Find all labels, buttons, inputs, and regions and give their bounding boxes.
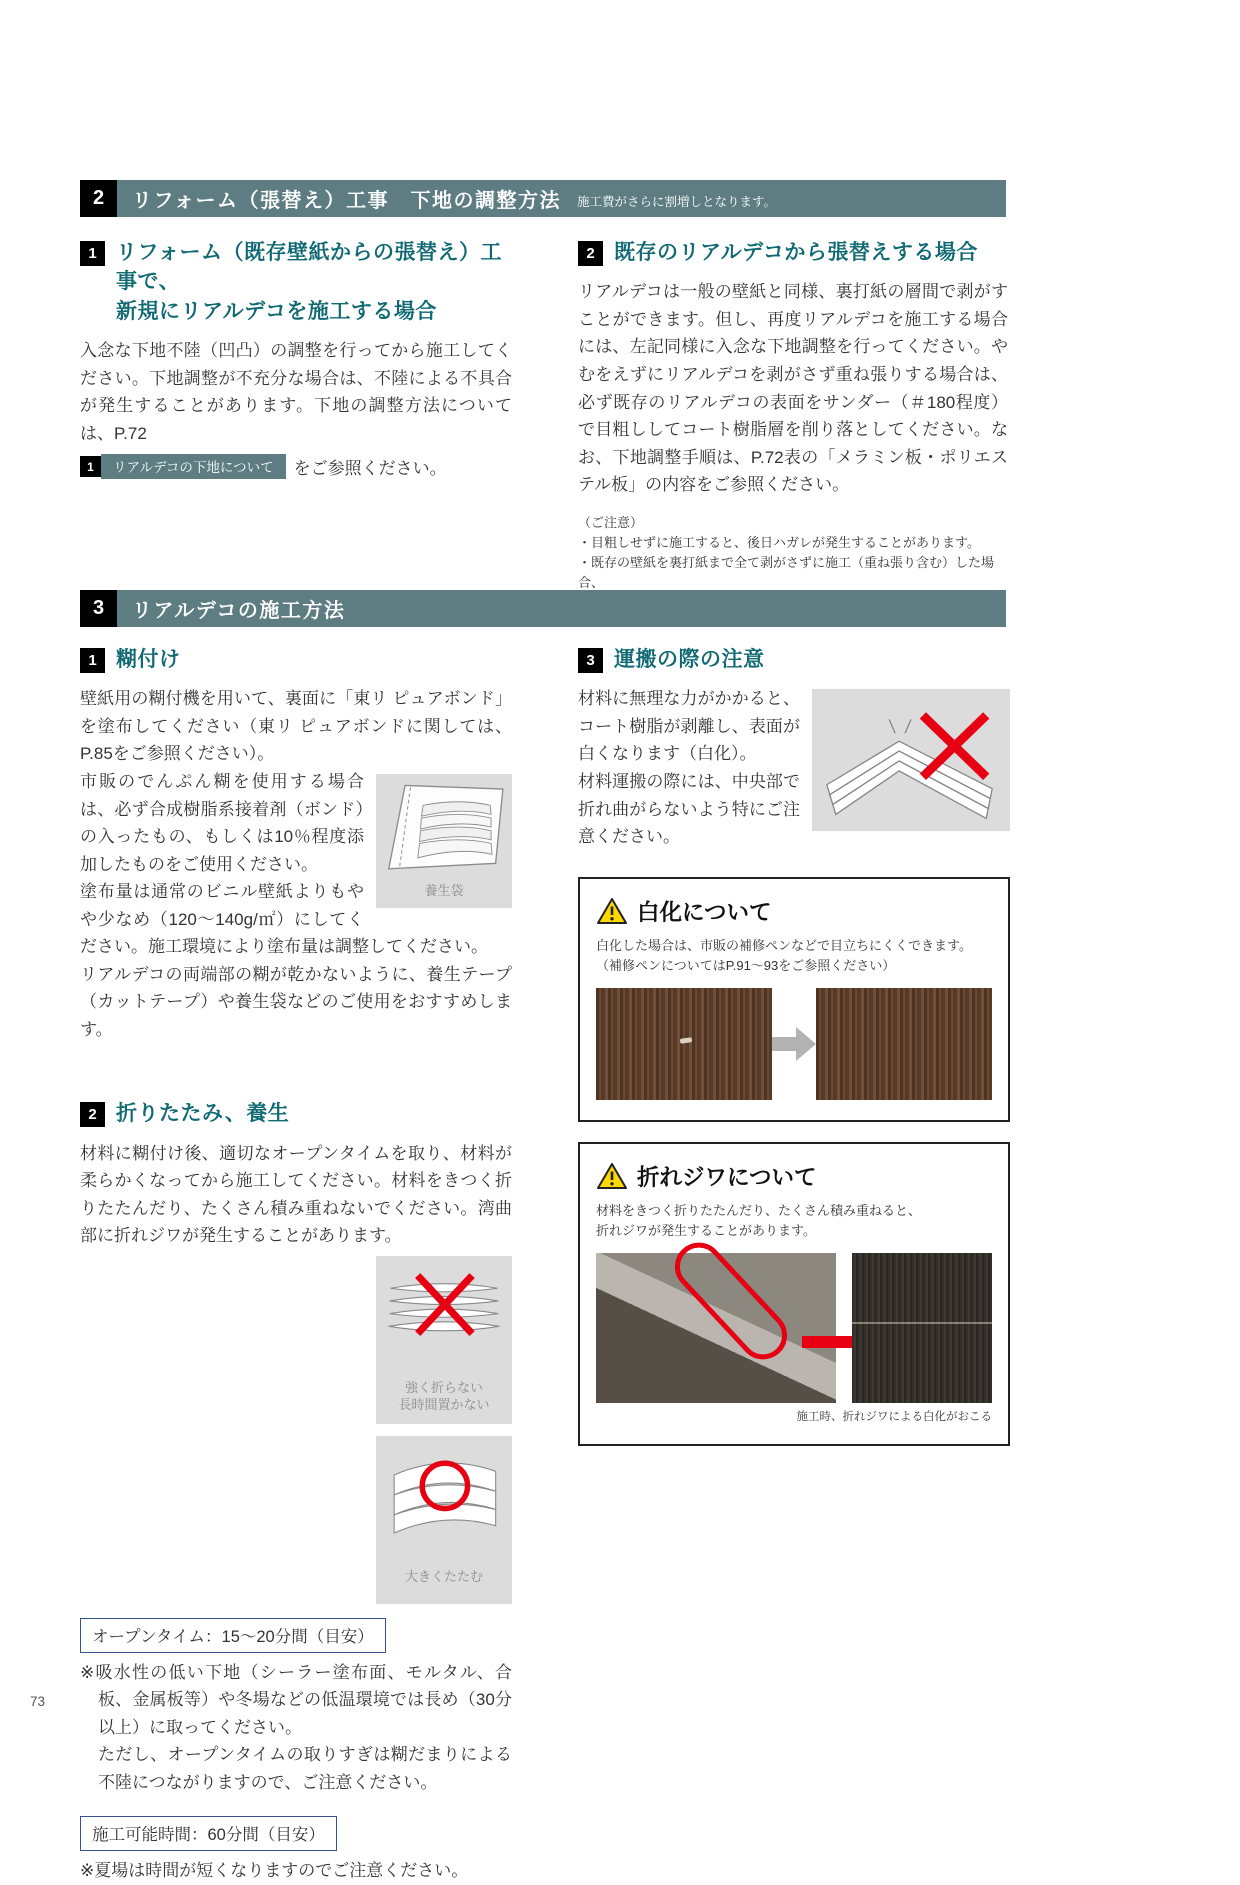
right-arrow-icon [772,1027,816,1061]
folded-material-photo [596,1253,836,1403]
paste-paragraph1: 壁紙用の糊付機を用いて、裏面に「東リ ピュアボンド」を塗布してください（東リ ピュアボンドに関しては、P.85をご参照ください）。 [80,689,512,764]
fold-heading [80,1099,512,1128]
caption-line2: 長時間置かない [398,1397,490,1413]
fold-detail-block [80,1250,512,1885]
reform-title-line2: 新規にリアルデコを施工する場合 [116,299,437,323]
fold-loosely-caption: 大きくたたむ [404,1569,483,1585]
crease-title-row [596,1160,992,1192]
section2-number: 2 [80,180,117,217]
section2-note: 施工費がさらに割増しとなります。 [577,194,777,209]
creased-wood-photo [852,1253,992,1403]
whitening-line1: 白化した場合は、市販の補修ペンなどで目立ちにくくできます。 [596,937,972,953]
crease-text [596,1201,992,1241]
replace-section [578,238,1008,613]
warning-icon [596,1162,628,1190]
whitening-text [596,936,992,976]
tight-folded-stack-crossed-icon [376,1264,512,1356]
do-not-fold-hard-illustration [376,1256,512,1424]
right-column-section3 [578,645,1010,1446]
reform-heading-number: 1 [80,241,105,266]
bent-stack-crossed-icon [812,689,1010,831]
reform-heading [80,238,512,326]
loose-folded-stack-circled-icon [376,1444,512,1544]
transport-body [578,685,1010,850]
replace-heading-number: 2 [578,241,603,266]
paste-paragraph4: リアルデコの両端部の糊が乾かないように、養生テープ（カットテープ）や養生袋などのご使用をおすすめします。 [80,964,512,1039]
transport-paragraph1: 材料に無理な力がかかると、コート樹脂が剥離し、表面が白くなります（白化）。 [578,689,800,764]
fold-note1a: ※吸水性の低い下地（シーラー塗布面、モルタル、合板、金属板等）や冬場などの低温環境では長め（30分以上）に取ってください。 [80,1662,512,1737]
section3-bar [80,590,1006,627]
do-not-bend-illustration [812,689,1010,831]
reference-tail-text: をご参照ください。 [293,459,447,479]
fold-note1b: ただし、オープンタイムの取りすぎは糊だまりによる不陸につながりますので、ご注意ください。 [98,1745,512,1792]
crease-photo-caption: 施工時、折れジワによる白化がおこる [796,1411,992,1424]
crease-title: 折れジワについて [637,1164,817,1190]
fold-warning-illustrations [376,1256,512,1604]
transport-paragraph2: 材料運搬の際には、中央部で折れ曲がらないよう特にご注意ください。 [578,771,800,847]
replace-note1: ・目粗しせずに施工すると、後日ハガレが発生することがあります。 [578,534,980,550]
paste-body [80,685,512,1043]
reference-badge: リアルデコの下地について [101,454,286,479]
paste-paragraph3: 塗布量は通常のビニル壁紙よりもやや少なめ（120～140g/㎡）にしてください。施工環境により塗布量は調整してください。 [80,882,488,957]
paste-heading-text: 糊付け [116,648,181,671]
replace-note2: ・既存の壁紙を裏打紙まで全て剥がさずに施工（重ね張り含む）した場合、 [578,554,995,591]
reform-body: 入念な下地不陸（凹凸）の調整を行ってから施工してください。下地調整が不充分な場合は、不陸による不具合が発生することがあります。下地の調整方法については、P.72 [80,341,512,443]
reform-title-line1: リフォーム（既存壁紙からの張替え）工事で、 [116,241,502,294]
wood-photo-after [816,988,992,1100]
section2-bar [80,180,1006,217]
warning-icon [596,897,628,925]
work-time-notebox: 施工可能時間：60分間（目安） [80,1816,337,1851]
section3-title: リアルデコの施工方法 [132,600,346,622]
crease-photo-row [596,1253,992,1403]
paste-paragraph2: 市販のでんぷん糊を使用する場合は、必ず合成樹脂系接着剤（ボンド）の入ったもの、もしくは10％程度添加したものをご使用ください。 [80,771,364,874]
whitening-photo-row [596,988,992,1100]
section2-title: リフォーム（張替え）工事 下地の調整方法 [132,190,561,212]
crease-line1: 材料をきつく折りたたんだり、たくさん積み重ねると、 [596,1202,922,1218]
left-column-section3 [80,645,512,1885]
do-not-fold-hard-caption [376,1379,512,1414]
fold-intro: 材料に糊付け後、適切なオープンタイムを取り、材料が柔らかくなってから施工してください。材料をきつく折りたたんだり、たくさん積み重ねないでください。湾曲部に折れジワが発生することがあります。 [80,1143,512,1246]
reform-section [80,238,512,479]
page-number: 73 [30,1694,46,1709]
crease-line2: 折れジワが発生することがあります。 [596,1223,816,1238]
reform-heading-text [116,238,512,326]
replace-heading [578,238,1008,267]
crease-highlight-outline [665,1233,797,1370]
section2-bar-body [117,180,1006,217]
wood-photo-before [596,988,772,1100]
fold-note2: ※夏場は時間が短くなりますのでご注意ください。 [80,1861,469,1881]
whitening-infobox [578,877,1010,1122]
transport-heading-number: 3 [578,648,603,673]
crease-infobox [578,1142,1010,1446]
transport-heading [578,645,1010,674]
folded-sheet-in-bag-icon [376,780,512,876]
whitening-title-row [596,895,992,927]
protective-bag-caption: 養生袋 [424,883,464,899]
reform-reference-row [80,454,512,479]
paste-heading-number: 1 [80,648,105,673]
reference-badge-number: 1 [80,456,101,477]
fold-heading-text: 折りたたみ、養生 [116,1102,290,1126]
section3-number: 3 [80,590,117,627]
whitening-mark [680,1037,693,1044]
replace-body: リアルデコは一般の壁紙と同様、裏打紙の層間で剥がすことができます。但し、再度リアルデコを施工する場合には、左記同様に入念な下地調整を行ってください。やむをえずにリアルデコを剥がさず重ね張りする場合は、必ず既存のリアルデコの表面をサンダー（＃180程度）で目粗ししてコート樹脂層を削り落としてください。なお、下地調整手順は、P.72表の「メラミン板・ポリエステル板」の内容をご参照ください。 [578,282,1008,495]
whitening-title: 白化について [637,899,772,925]
section3-bar-body [117,590,1006,627]
caption-line1: 強く折らない [404,1379,483,1395]
crease-whitening-line [852,1322,992,1324]
fold-loosely-illustration [376,1436,512,1604]
replace-note-title: （ご注意） [578,514,644,530]
transport-heading-text: 運搬の際の注意 [614,648,765,671]
open-time-notebox: オープンタイム：15～20分間（目安） [80,1618,386,1653]
fold-heading-number: 2 [80,1102,105,1127]
whitening-line2: （補修ペンについてはP.91～93をご参照ください） [596,957,896,973]
protective-bag-illustration [376,774,512,908]
replace-heading-text: 既存のリアルデコから張替えする場合 [614,241,978,264]
paste-heading [80,645,512,674]
